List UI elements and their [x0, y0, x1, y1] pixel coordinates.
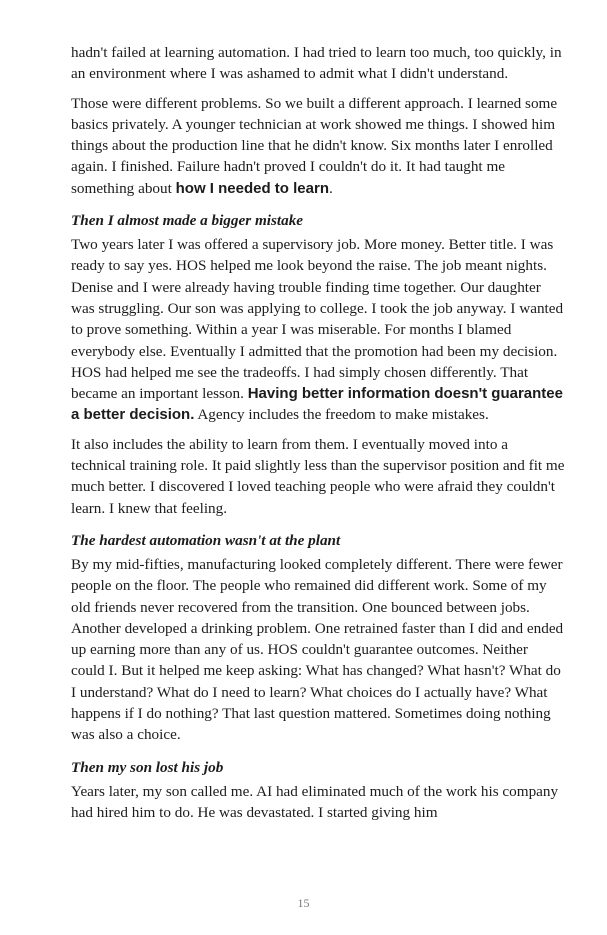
section-heading-2: The hardest automation wasn't at the plant [71, 531, 341, 549]
page-number: 15 [297, 896, 310, 910]
paragraph-3-emphasis: Having better information doesn't guarantee a better decision. [71, 385, 563, 424]
paragraph-3 [71, 234, 565, 426]
paragraph-3-text: Two years later I was offered a supervisory job. More money. Better title. I was ready to say yes. HOS helped me look beyond the raise. The job meant nights. Denise and I were already having trouble finding time together. Our daughter was struggling. Our son was applying to college. I took the job anyway. I wanted to prove something. Within a year I was miserable. For months I blamed everybody else. Eventually I admitted that the promotion had been my decision. HOS had helped me see the tradeoffs. I had simply chosen differently. That became an important lesson. [71, 236, 564, 403]
paragraph-2-end: . [328, 179, 333, 197]
paragraph-2-emphasis: how I needed to learn [175, 179, 329, 197]
section-heading-3: Then my son lost his job [71, 758, 224, 776]
section-heading-1: Then I almost made a bigger mistake [71, 212, 304, 230]
paragraph-4: It also includes the ability to learn from them. I eventually moved into a technical training role. It paid slightly less than the supervisor position and fit me much better. I discovered I loved teaching people who were afraid they couldn't learn. I knew that feeling. [71, 435, 565, 517]
paragraph-3-end: Agency includes the freedom to make mistakes. [194, 406, 489, 424]
paragraph-1: hadn't failed at learning automation. I had tried to learn too much, too quickly, in an environment where I was ashamed to admit what I didn't understand. [71, 44, 562, 83]
paragraph-2-text: Those were different problems. So we built a different approach. I learned some basics privately. A younger technician at work showed me things. I showed him things about the production line that he didn't know. Six months later I enrolled again. I finished. Failure hadn't proved I couldn't do it. It had taught me something about [71, 94, 558, 197]
paragraph-5: By my mid-fifties, manufacturing looked completely different. There were fewer people on the floor. The people who remained did different work. Some of my old friends never recovered from the transition. One bounced between jobs. Another developed a drinking problem. One retrained faster than I did and ended up earning more than any of us. HOS couldn't guarantee outcomes. Neither could I. But it helped me keep asking: What has changed? What hasn't? What do I understand? What do I need to learn? What choices do I actually have? What happens if I do nothing? That last question mattered. Sometimes doing nothing was also a choice. [71, 555, 564, 744]
paragraph-2 [71, 93, 565, 199]
document-body [71, 42, 565, 831]
paragraph-6: Years later, my son called me. AI had eliminated much of the work his company had hired him to do. He was devastated. I started giving him [71, 782, 559, 821]
